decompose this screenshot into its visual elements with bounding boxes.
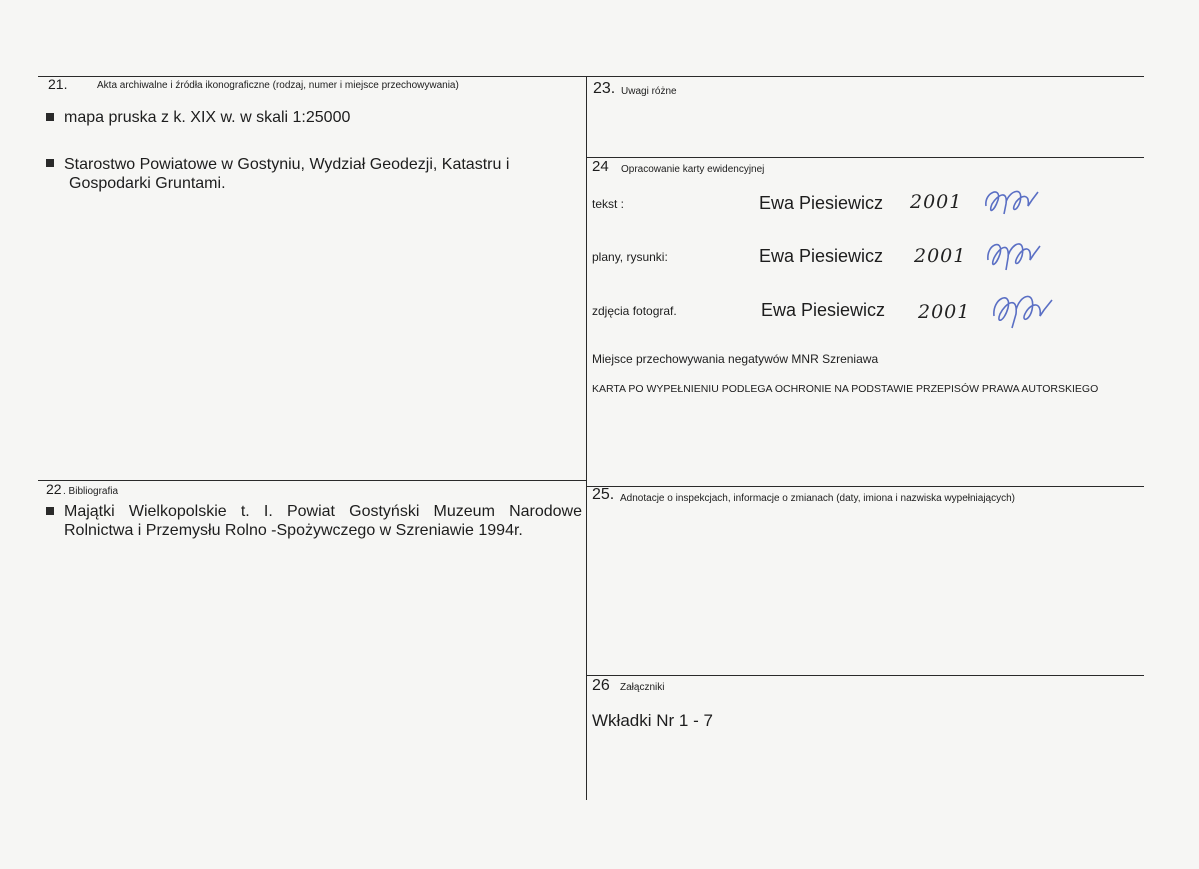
author-row-photos-label: zdjęcia fotograf. [592, 304, 677, 318]
author-row-text-label: tekst : [592, 197, 625, 211]
archive-item-map: mapa pruska z k. XIX w. w skali 1:25000 [64, 109, 351, 126]
handwritten-signature [980, 180, 1044, 220]
bullet-icon [46, 113, 54, 121]
section26-label: Załączniki [620, 682, 665, 693]
archive-item-starostwo-cont: Gospodarki Gruntami. [69, 175, 226, 192]
section26-rule [586, 675, 1144, 676]
author-row-photos-name: Ewa Piesiewicz [761, 300, 886, 320]
section24-number: 24 [592, 158, 609, 175]
author-row-text-year: 2001 [910, 191, 963, 213]
archive-item-starostwo: Starostwo Powiatowe w Gostyniu, Wydział Geodezji, Katastru i [64, 156, 510, 173]
section21-label: Akta archiwalne i źródła ikonograficzne (rodzaj, numer i miejsce przechowywania) [97, 80, 459, 91]
author-row-text-name: Ewa Piesiewicz [759, 193, 884, 213]
author-row-photos-year: 2001 [918, 301, 971, 323]
section25-number: 25. [592, 486, 615, 503]
section24-rule [586, 157, 1144, 158]
section23-number: 23. [593, 80, 616, 97]
negatives-location: Miejsce przechowywania negatywów MNR Szreniawa [592, 352, 879, 366]
left-mid-rule [38, 480, 586, 481]
section22-number: 22 [46, 481, 62, 497]
section21-number: 21. [48, 76, 68, 92]
bibliography-line2: Rolnictwa i Przemysłu Rolno -Spożywczego w Szreniawie 1994r. [64, 522, 523, 539]
author-row-plans-name: Ewa Piesiewicz [759, 246, 884, 266]
section25-label: Adnotacje o inspekcjach, informacje o zmianach (daty, imiona i nazwiska wypełniających) [620, 493, 1015, 504]
handwritten-signature [982, 232, 1046, 274]
author-row-plans-year: 2001 [914, 245, 967, 267]
section24-label: Opracowanie karty ewidencyjnej [621, 164, 765, 175]
section23-label: Uwagi różne [621, 86, 677, 97]
handwritten-signature [988, 284, 1056, 332]
bibliography-line1: Majątki Wielkopolskie t. I. Powiat Gostyński Muzeum Narodowe [64, 503, 582, 520]
attachments-list: Wkładki Nr 1 - 7 [592, 711, 713, 730]
section26-number: 26 [592, 677, 610, 694]
bullet-icon [46, 159, 54, 167]
center-divider [586, 76, 587, 800]
section25-rule [586, 486, 1144, 487]
copyright-notice: KARTA PO WYPEŁNIENIU PODLEGA OCHRONIE NA PODSTAWIE PRZEPISÓW PRAWA AUTORSKIEGO [592, 383, 1099, 395]
section22-label: . Bibliografia [63, 486, 119, 497]
bullet-icon [46, 507, 54, 515]
top-rule [38, 76, 1144, 77]
author-row-plans-label: plany, rysunki: [592, 250, 668, 264]
